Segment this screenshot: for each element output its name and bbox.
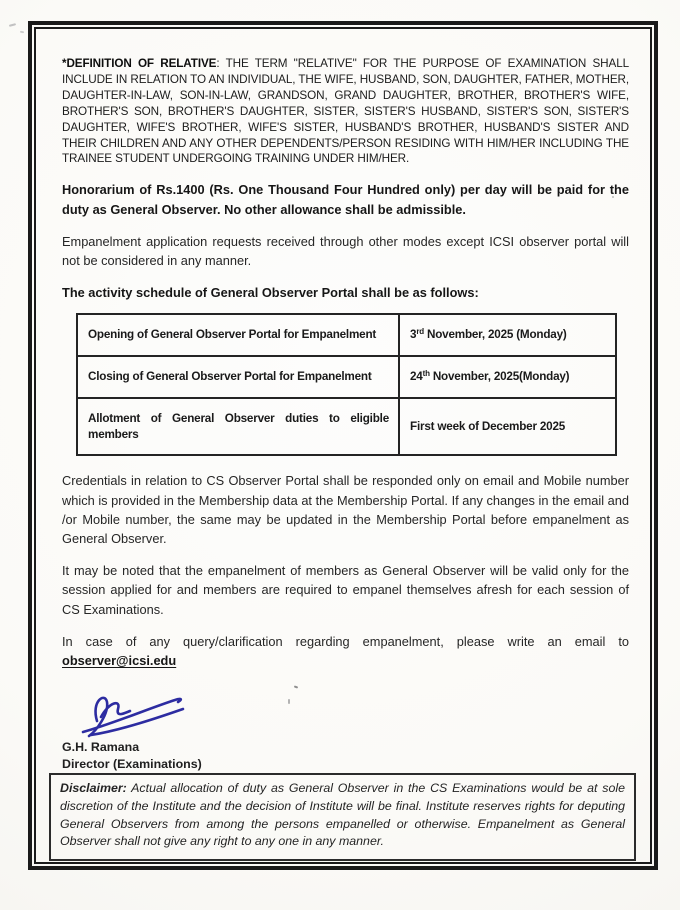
schedule-row-value [399, 356, 616, 398]
empanelment-note-paragraph: Empanelment application requests received through other modes except ICSI observer portal will not be considered in any manner. [62, 233, 629, 268]
page-border-outer [28, 21, 658, 870]
notice-content [36, 29, 650, 862]
disclaimer-lead: Disclaimer: [60, 781, 127, 796]
schedule-heading: The activity schedule of General Observer Portal shall be as follows: [62, 285, 479, 301]
activity-schedule-table [76, 313, 617, 456]
definition-body: : THE TERM "RELATIVE" FOR THE PURPOSE OF EXAMINATION SHALL INCLUDE IN RELATION TO AN INDIVIDUAL, THE WIFE, HUSBAND, SON, DAUGHTER, FATHER, MOTHER, DAUGHTER-IN-LAW, SON-IN-LAW, GRANDSON, GRAND DAUGHTER, BROTHER, BROTHER'S WIFE, BROTHER'S SON, BROTHER'S DAUGHTER, SISTER, SISTER'S HUSBAND, SISTER'S SON, SISTER'S DAUGHTER, WIFE'S BROTHER, WIFE'S SISTER, HUSBAND'S BROTHER, HUSBAND'S SISTER AND THEIR CHILDREN AND ANY OTHER DEPENDENTS/PERSON RESIDING WITH HIM/HER INCLUDING THE TRAINEE STUDENT UNDERGOING TRAINING UNDER HIM/HER. [62, 57, 630, 166]
date-day: 3 [410, 328, 417, 342]
date-ordinal-suffix: th [422, 369, 430, 379]
signature-block [62, 689, 629, 773]
page-border-inner [34, 27, 652, 864]
table-row [77, 398, 616, 456]
signatory-title: Director (Examinations) [62, 757, 202, 772]
honorarium-paragraph: Honorarium of Rs.1400 (Rs. One Thousand Four Hundred only) per day will be paid for the duty as General Observer. No other allowance shall be admissible. [62, 182, 629, 217]
scan-speck [9, 23, 16, 27]
observer-email-link[interactable]: observer@icsi.edu [62, 652, 177, 668]
validity-paragraph: It may be noted that the empanelment of members as General Observer will be valid only for the session applied for and members are required to empanel themselves afresh for each session of CS Examinations. [62, 563, 629, 617]
date-ordinal-suffix: rd [416, 327, 424, 337]
schedule-row-label: Allotment of General Observer duties to eligible members [77, 398, 399, 456]
definition-of-relative-paragraph [62, 56, 629, 167]
scan-speck [20, 31, 24, 34]
date-day: 24 [410, 370, 423, 384]
disclaimer-body: Actual allocation of duty as General Observer in the CS Examinations would be at sole discretion of the Institute and the decision of Institute will be final. Institute reserves rights for deputing General Observers from among the persons empanelled or otherwise. Empanelment as General Observer shall not give any right to any one in any manner. [60, 781, 625, 849]
schedule-row-label: Closing of General Observer Portal for Empanelment [77, 356, 399, 398]
schedule-row-value [399, 314, 616, 356]
disclaimer-box [49, 773, 636, 860]
handwritten-signature [70, 689, 198, 739]
date-rest: November, 2025 (Monday) [423, 328, 567, 342]
table-row [77, 356, 616, 398]
credentials-paragraph: Credentials in relation to CS Observer Portal shall be responded only on email and Mobile number which is provided in the Membership data at the Membership Portal. If any changes in the email and /or Mobile number, the same may be updated in the Membership Portal before empanelment as General Observer. [62, 473, 629, 547]
table-row [77, 314, 616, 356]
schedule-row-label: Opening of General Observer Portal for Empanelment [77, 314, 399, 356]
query-paragraph [62, 632, 629, 670]
definition-lead: *DEFINITION OF RELATIVE [62, 57, 217, 70]
date-rest: November, 2025(Monday) [429, 370, 570, 384]
schedule-row-value [399, 398, 616, 456]
date-day: First week of December 2025 [410, 419, 566, 433]
signatory-name: G.H. Ramana [62, 740, 140, 755]
query-text: In case of any query/clarification regarding empanelment, please write an email to [62, 633, 629, 649]
